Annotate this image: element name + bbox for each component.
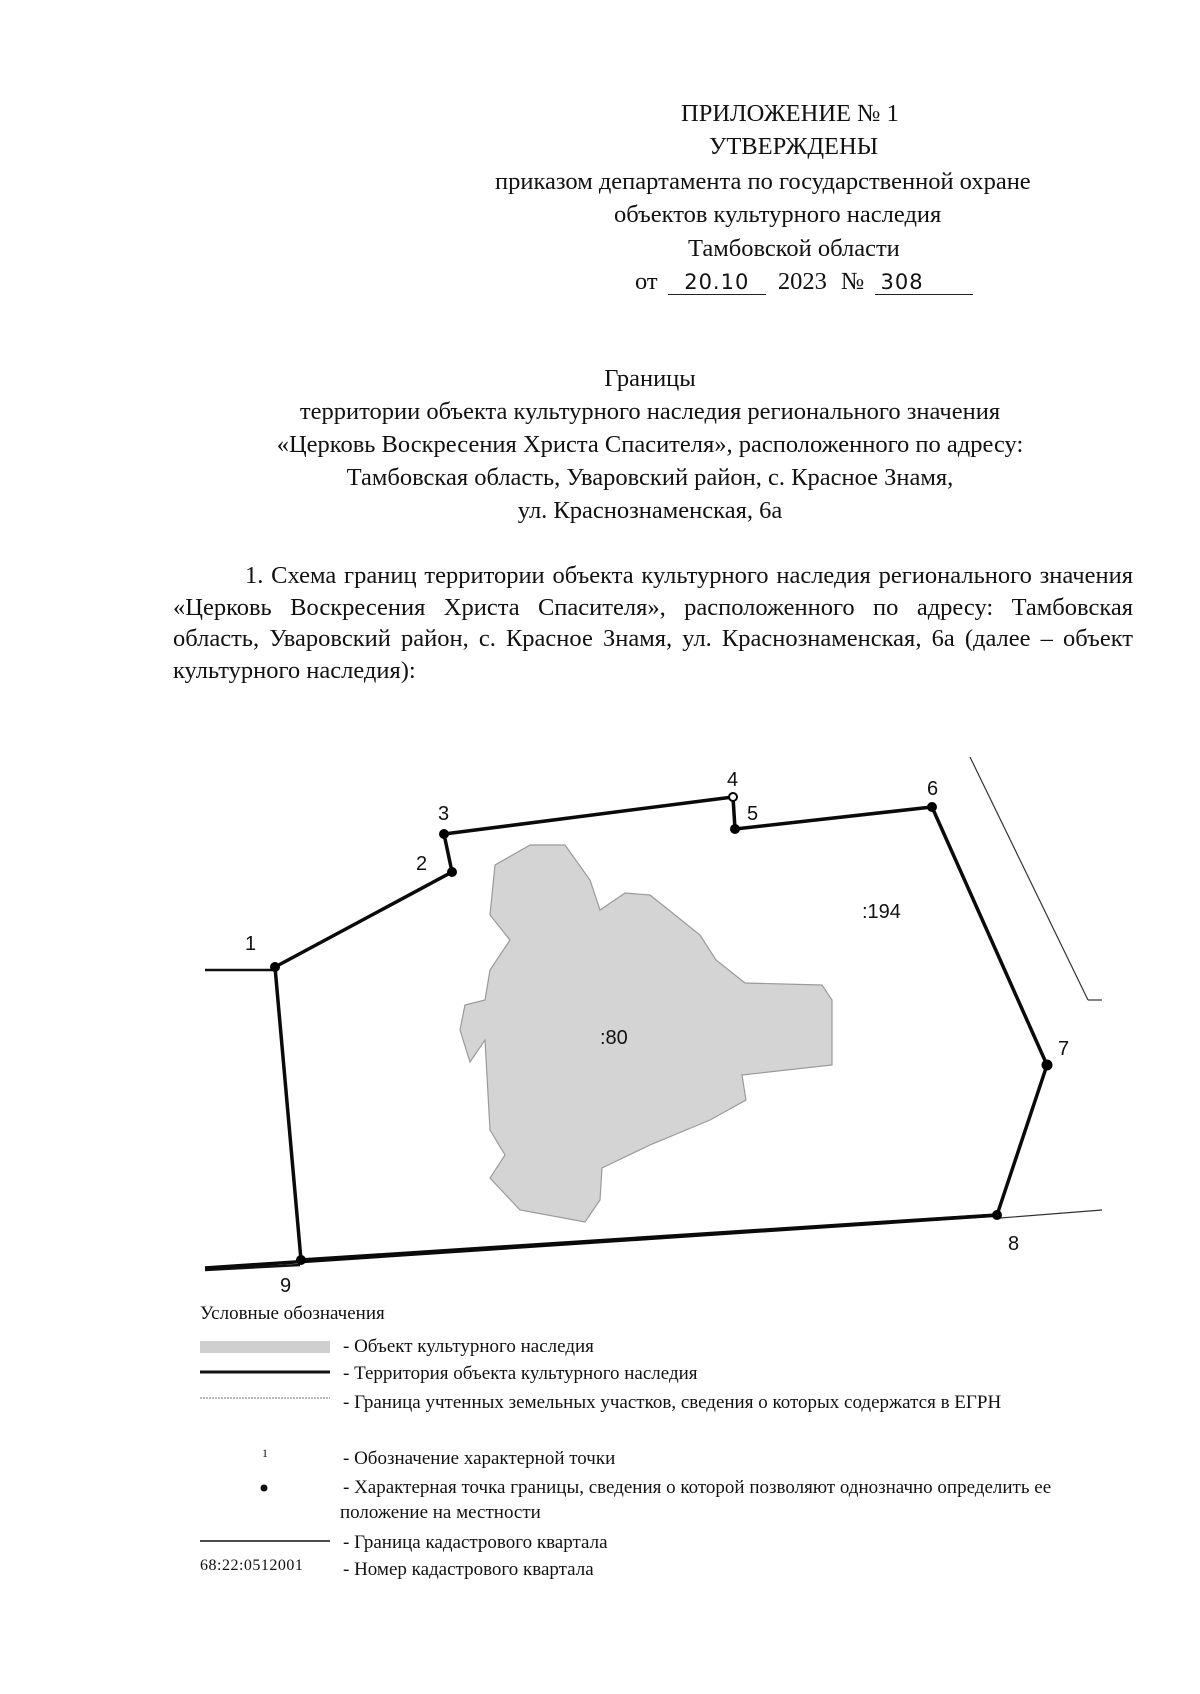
point-label-8: 8 [1008, 1233, 1020, 1255]
point-7-marker [1042, 1060, 1053, 1071]
legend-item-quarter-number: - Номер кадастрового квартала [343, 1559, 594, 1580]
approved-label: УТВЕРЖДЕНЫ [709, 133, 879, 160]
point-8-marker [992, 1210, 1002, 1220]
legend-object-swatch [200, 1341, 330, 1353]
doc-title-2: территории объекта культурного наследия регионального значения [299, 398, 1001, 425]
legend-item-point-label: - Обозначение характерной точки [343, 1448, 616, 1469]
doc-title-1: Границы [604, 365, 696, 392]
point-9-marker [296, 1255, 306, 1265]
point-3-marker [439, 829, 449, 839]
legend-title: Условные обозначения [200, 1303, 385, 1324]
point-label-6: 6 [927, 778, 939, 800]
legend-item-object: - Объект культурного наследия [343, 1336, 594, 1357]
order-line-3: Тамбовской области [688, 235, 900, 262]
order-line-2: объектов культурного наследия [614, 201, 942, 228]
doc-title-4: Тамбовская область, Уваровский район, с. Красное Знамя, [346, 464, 954, 491]
order-year: 2023 [777, 268, 827, 295]
legend-item-quarter-boundary: - Граница кадастрового квартала [343, 1532, 608, 1553]
quarter-boundary-bottom [205, 1215, 1000, 1268]
egrn-boundary-lines [970, 757, 1102, 1218]
legend-item-egrn: - Граница учтенных земельных участков, сведения о которых содержатся в ЕГРН [343, 1392, 1002, 1413]
point-label-5: 5 [747, 803, 759, 825]
heritage-object-shape [460, 845, 832, 1222]
date-prefix: от [635, 268, 658, 295]
cadastral-quarter-line [205, 970, 300, 1270]
point-label-9: 9 [280, 1275, 292, 1297]
annex-number: ПРИЛОЖЕНИЕ № 1 [681, 100, 899, 127]
legend-symbols [200, 1341, 330, 1541]
legend-point-symbol: 1 [262, 1446, 268, 1460]
point-4-marker [729, 793, 737, 801]
legend-quarter-code: 68:22:0512001 [200, 1557, 304, 1574]
legend-point-dot [261, 1485, 268, 1492]
point-5-marker [730, 824, 740, 834]
legend-item-point: - Характерная точка границы, сведения о которой позволяют однозначно определить ее положение на местности [340, 1477, 1052, 1523]
object-parcel-label: :80 [600, 1027, 628, 1049]
point-2-marker [447, 867, 457, 877]
point-label-4: 4 [727, 769, 739, 791]
doc-title-3: «Церковь Воскресения Христа Спасителя», расположенного по адресу: [276, 431, 1024, 458]
point-label-1: 1 [245, 933, 257, 955]
point-1-marker [270, 962, 280, 972]
point-label-7: 7 [1058, 1038, 1070, 1060]
number-prefix: № [841, 268, 865, 295]
parcel-label: :194 [862, 901, 901, 923]
order-line-1: приказом департамента по государственной охране [495, 168, 1031, 195]
doc-title-5: ул. Краснознаменская, 6а [517, 497, 783, 524]
point-6-marker [927, 802, 937, 812]
order-date-handwritten: 20.10 [684, 270, 750, 294]
point-label-3: 3 [438, 803, 450, 825]
legend-item-territory: - Территория объекта культурного наследия [343, 1363, 698, 1384]
scheme-paragraph-text: 1. Схема границ территории объекта культурного наследия регионального значения «Церковь Воскресения Христа Спасителя», расположенного по адресу: Тамбовская область, Уваровский район, с. Красное Знамя, ул. Краснознаменская, 6а (далее – объект культурного наследия): [173, 562, 1133, 684]
point-label-2: 2 [416, 853, 428, 875]
order-number-handwritten: 308 [880, 270, 924, 294]
